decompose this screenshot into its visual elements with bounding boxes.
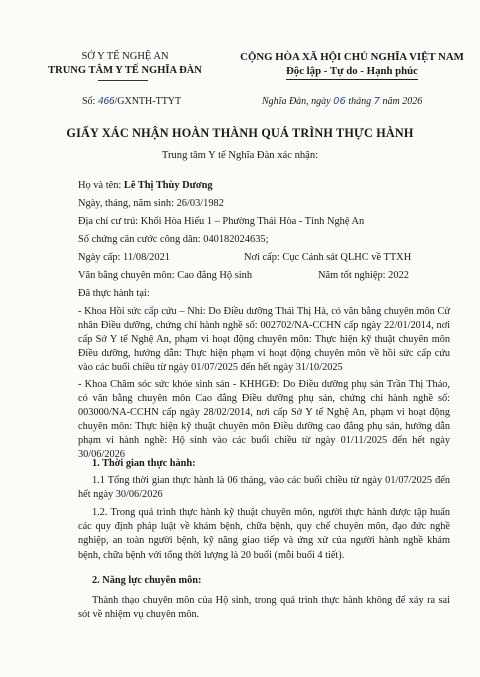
- header-right: [236, 50, 468, 80]
- national-title: CỘNG HÒA XÃ HỘI CHỦ NGHĨA VIỆT NAM: [240, 51, 464, 63]
- practiced-at-label: Đã thực hành tại:: [78, 288, 150, 299]
- section-1-heading: 1. Thời gian thực hành:: [92, 458, 196, 469]
- practice-place-2: [78, 378, 450, 463]
- date-month-label: tháng: [348, 96, 372, 107]
- section-2-heading: 2. Năng lực chuyên môn:: [92, 575, 202, 586]
- address-line: Địa chỉ cư trú: Khối Hòa Hiếu 1 – Phường Thái Hòa - Tỉnh Nghệ An: [78, 216, 365, 227]
- doc-number-prefix: Số:: [82, 96, 96, 107]
- person-name: Lê Thị Thùy Dương: [123, 180, 213, 191]
- national-motto: Độc lập - Tự do - Hạnh phúc: [286, 64, 418, 80]
- issue-place-line: Nơi cấp: Cục Cảnh sát QLHC về TTXH: [244, 252, 412, 263]
- section-1-item-2: 1.2. Trong quá trình thực hành kỹ thuật chuyên môn, người thực hành được tập huấn các quy định pháp luật về khám bệnh, chữa bệnh, quy chế chuyên môn, đạo đức nghề nghiệp, an toàn người bệnh, kỹ năng giao tiếp và ứng xử của người hành nghề khám bệnh, chữa bệnh với tổng thời lượng là 20 buổi (mỗi buổi 4 tiết).: [78, 507, 450, 561]
- header-left: [20, 50, 230, 78]
- section-2-text: Thành thạo chuyên môn của Hộ sinh, trong quá trình thực hành không để xảy ra sai sót về nhiệm vụ chuyên môn.: [78, 595, 450, 621]
- section-1: [78, 457, 450, 563]
- practice-place-1-text: - Khoa Hồi sức cấp cứu – Nhi: Do Điều dưỡng Thái Thị Hà, có văn bằng chuyên môn Cử nhân Điều dưỡng, chứng chỉ hành nghề số: 002702/NA-CCHN cấp ngày 22/01/2014, nơi cấp Sở Y tế Nghệ An, phạm vi hoạt động chuyên môn: Thực hiện kỹ thuật chuyên môn Điều dưỡng, hướng dẫn: Thực hiện phạm vi hoạt động chuyên môn về hồi sức cấp cứu vào các buổi chiều từ ngày 01/07/2025 đến hết ngày 31/10/2025: [78, 306, 450, 374]
- degree-line: Văn bằng chuyên môn: Cao đẳng Hộ sinh: [78, 270, 253, 281]
- date-month: 7: [373, 96, 380, 107]
- date-day: 06: [333, 96, 346, 107]
- dob-line: Ngày, tháng, năm sinh: 26/03/1982: [78, 198, 224, 209]
- header-left-rule: [98, 80, 148, 81]
- organization-name: TRUNG TÂM Y TẾ NGHĨA ĐÀN: [48, 65, 202, 76]
- graduation-year-line: Năm tốt nghiệp: 2022: [318, 270, 409, 281]
- doc-number-suffix: /GXNTH-TTYT: [114, 96, 182, 107]
- person-name-line: [78, 180, 213, 191]
- issue-date-line: Ngày cấp: 11/08/2021: [78, 252, 170, 263]
- date-place: Nghĩa Đàn, ngày: [262, 96, 331, 107]
- parent-organization: SỞ Y TẾ NGHỆ AN: [81, 51, 169, 62]
- date-year: năm 2026: [382, 96, 423, 107]
- doc-number-handwritten: 466: [97, 96, 115, 107]
- document-number: [82, 96, 181, 107]
- date-line: [262, 96, 422, 107]
- section-2: [78, 574, 450, 622]
- id-number-line: Số chứng căn cước công dân: 040182024635;: [78, 234, 269, 245]
- name-label: Họ và tên:: [78, 180, 124, 191]
- document-subtitle: Trung tâm Y tế Nghĩa Đàn xác nhận:: [161, 150, 319, 161]
- section-1-item-1: 1.1 Tổng thời gian thực hành là 06 tháng, vào các buổi chiều từ ngày 01/07/2025 đến hết ngày 30/06/2026: [78, 475, 450, 501]
- practice-place-1: [78, 305, 450, 375]
- document-title: GIẤY XÁC NHẬN HOÀN THÀNH QUÁ TRÌNH THỰC HÀNH: [66, 126, 414, 140]
- practice-place-2-text: - Khoa Chăm sóc sức khỏe sinh sản - KHHGĐ: Do Điều dưỡng phụ sản Trần Thị Thảo, có văn bằng chuyên môn Cao đẳng Điều dưỡng phụ sản, chứng chỉ hành nghề số: 003000/NA-CCHN cấp ngày 28/02/2014, nơi cấp Sở Y tế Nghệ An, phạm vi hoạt động chuyên môn: Thực hiện kỹ thuật chuyên môn Điều dưỡng cao đẳng phụ sản, hướng dẫn phạm vi hành nghề: Hộ sinh vào các buổi chiều từ ngày 01/11/2025 đến hết ngày 30/06/2026: [78, 379, 450, 461]
